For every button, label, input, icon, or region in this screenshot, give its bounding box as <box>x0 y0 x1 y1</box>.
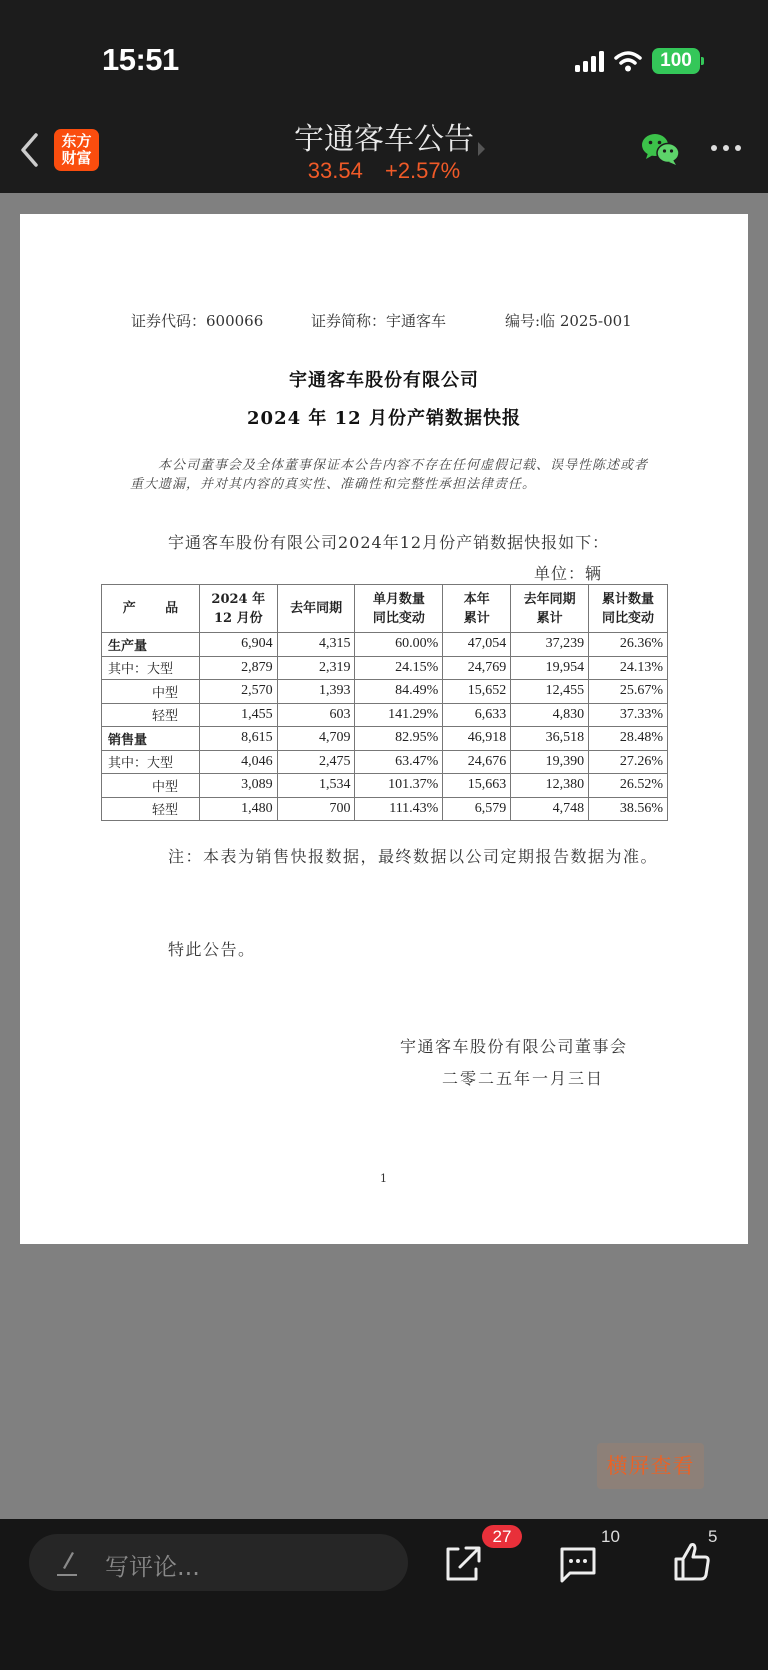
disclaimer: 本公司董事会及全体董事保证本公告内容不存在任何虚假记载、误导性陈述或者重大遗漏，并对其内容的真实性、准确性和完整性承担法律责任。 <box>130 458 649 492</box>
table-body <box>102 633 668 821</box>
table-cell: 25.67% <box>589 680 668 704</box>
table-header-row <box>102 585 668 633</box>
table-cell: 82.95% <box>355 727 443 751</box>
header-last-year-same-period: 去年同期 <box>277 585 355 633</box>
status-icons <box>575 48 700 74</box>
table-cell: 2,570 <box>199 680 277 704</box>
table-cell: 4,748 <box>511 797 589 821</box>
status-time: 15:51 <box>102 42 179 77</box>
wifi-icon <box>614 50 642 72</box>
closing-notice: 特此公告。 <box>168 940 256 959</box>
security-code: 证券代码：600066 <box>131 312 264 330</box>
table-cell: 2,879 <box>199 656 277 680</box>
row-label: 中型 <box>102 680 200 704</box>
table-cell: 24.15% <box>355 656 443 680</box>
app-logo[interactable]: 东方 财富 <box>54 129 99 171</box>
table-row <box>102 633 668 657</box>
table-cell: 26.52% <box>589 774 668 798</box>
comment-count: 10 <box>601 1527 620 1546</box>
table-cell: 700 <box>277 797 355 821</box>
table-cell: 111.43% <box>355 797 443 821</box>
table-cell: 12,380 <box>511 774 589 798</box>
landscape-view-button[interactable]: 横屏查看 <box>597 1443 704 1489</box>
table-cell: 19,390 <box>511 750 589 774</box>
bottom-bar <box>0 1519 768 1670</box>
like-icon[interactable] <box>672 1539 712 1583</box>
table-cell: 4,709 <box>277 727 355 751</box>
table-note: 注：本表为销售快报数据，最终数据以公司定期报告数据为准。 <box>168 847 659 866</box>
more-icon[interactable] <box>711 145 741 151</box>
comment-input[interactable] <box>29 1534 408 1591</box>
table-cell: 8,615 <box>199 727 277 751</box>
table-row <box>102 797 668 821</box>
table-cell: 24,769 <box>443 656 511 680</box>
like-count: 5 <box>708 1527 718 1546</box>
table-cell: 1,534 <box>277 774 355 798</box>
announcement-number: 编号:临 2025-001 <box>505 312 632 330</box>
table-cell: 4,315 <box>277 633 355 657</box>
row-label: 生产量 <box>102 633 200 657</box>
wechat-share-icon[interactable] <box>640 132 682 166</box>
top-bar <box>0 0 768 193</box>
table-cell: 27.26% <box>589 750 668 774</box>
header-ytd: 本年 累计 <box>443 585 511 633</box>
report-title: 2024 年 12 月份产销数据快报 <box>247 408 521 429</box>
table-cell: 1,393 <box>277 680 355 704</box>
row-label: 销售量 <box>102 727 200 751</box>
table-cell: 38.56% <box>589 797 668 821</box>
table-row <box>102 774 668 798</box>
signature: 宇通客车股份有限公司董事会 <box>400 1037 628 1056</box>
table-cell: 26.36% <box>589 633 668 657</box>
table-cell: 37,239 <box>511 633 589 657</box>
row-label: 轻型 <box>102 703 200 727</box>
table-cell: 6,633 <box>443 703 511 727</box>
comment-placeholder: 写评论... <box>105 1553 200 1581</box>
table-row <box>102 727 668 751</box>
table-cell: 3,089 <box>199 774 277 798</box>
table-row <box>102 680 668 704</box>
intro-text: 宇通客车股份有限公司2024年12月份产销数据快报如下： <box>168 533 610 552</box>
table-cell: 28.48% <box>589 727 668 751</box>
row-label: 中型 <box>102 774 200 798</box>
table-cell: 63.47% <box>355 750 443 774</box>
share-count-badge: 27 <box>482 1525 522 1548</box>
table-cell: 1,480 <box>199 797 277 821</box>
unit-label: 单位：辆 <box>534 564 603 583</box>
table-cell: 24,676 <box>443 750 511 774</box>
comment-icon[interactable] <box>558 1539 598 1583</box>
header-last-ytd: 去年同期 累计 <box>511 585 589 633</box>
table-cell: 15,663 <box>443 774 511 798</box>
table-cell: 47,054 <box>443 633 511 657</box>
table-cell: 4,046 <box>199 750 277 774</box>
pen-icon <box>55 1548 81 1578</box>
header-monthly-yoy: 单月数量 同比变动 <box>355 585 443 633</box>
table-cell: 12,455 <box>511 680 589 704</box>
cellular-signal-icon <box>575 50 604 72</box>
header-current-month: 2024 年 12 月份 <box>199 585 277 633</box>
table-cell: 101.37% <box>355 774 443 798</box>
page-title: 宇通客车公告 <box>294 122 474 157</box>
table-cell: 15,652 <box>443 680 511 704</box>
document-date: 二零二五年一月三日 <box>442 1069 605 1088</box>
table-cell: 19,954 <box>511 656 589 680</box>
table-row <box>102 750 668 774</box>
row-label: 轻型 <box>102 797 200 821</box>
share-icon[interactable] <box>444 1539 484 1583</box>
table-cell: 1,455 <box>199 703 277 727</box>
table-row <box>102 656 668 680</box>
table-cell: 84.49% <box>355 680 443 704</box>
table-cell: 603 <box>277 703 355 727</box>
header-ytd-yoy: 累计数量 同比变动 <box>589 585 668 633</box>
table-cell: 141.29% <box>355 703 443 727</box>
table-cell: 6,579 <box>443 797 511 821</box>
table-row <box>102 703 668 727</box>
page-number: 1 <box>380 1172 387 1185</box>
table-cell: 36,518 <box>511 727 589 751</box>
table-cell: 4,830 <box>511 703 589 727</box>
table-cell: 24.13% <box>589 656 668 680</box>
table-cell: 2,475 <box>277 750 355 774</box>
company-name: 宇通客车股份有限公司 <box>289 370 479 391</box>
table-cell: 2,319 <box>277 656 355 680</box>
table-cell: 60.00% <box>355 633 443 657</box>
security-short-name: 证券简称：宇通客车 <box>311 312 447 330</box>
row-label: 其中：大型 <box>102 656 200 680</box>
production-sales-table <box>101 584 668 821</box>
stock-price: 33.54 <box>307 158 363 183</box>
table-cell: 6,904 <box>199 633 277 657</box>
row-label: 其中：大型 <box>102 750 200 774</box>
battery-indicator: 100 <box>652 48 700 74</box>
table-cell: 37.33% <box>589 703 668 727</box>
header-product: 产 品 <box>102 585 200 633</box>
title-arrow-icon[interactable] <box>478 142 485 156</box>
stock-change: +2.57% <box>384 158 461 183</box>
table-cell: 46,918 <box>443 727 511 751</box>
document-page <box>20 214 748 1244</box>
